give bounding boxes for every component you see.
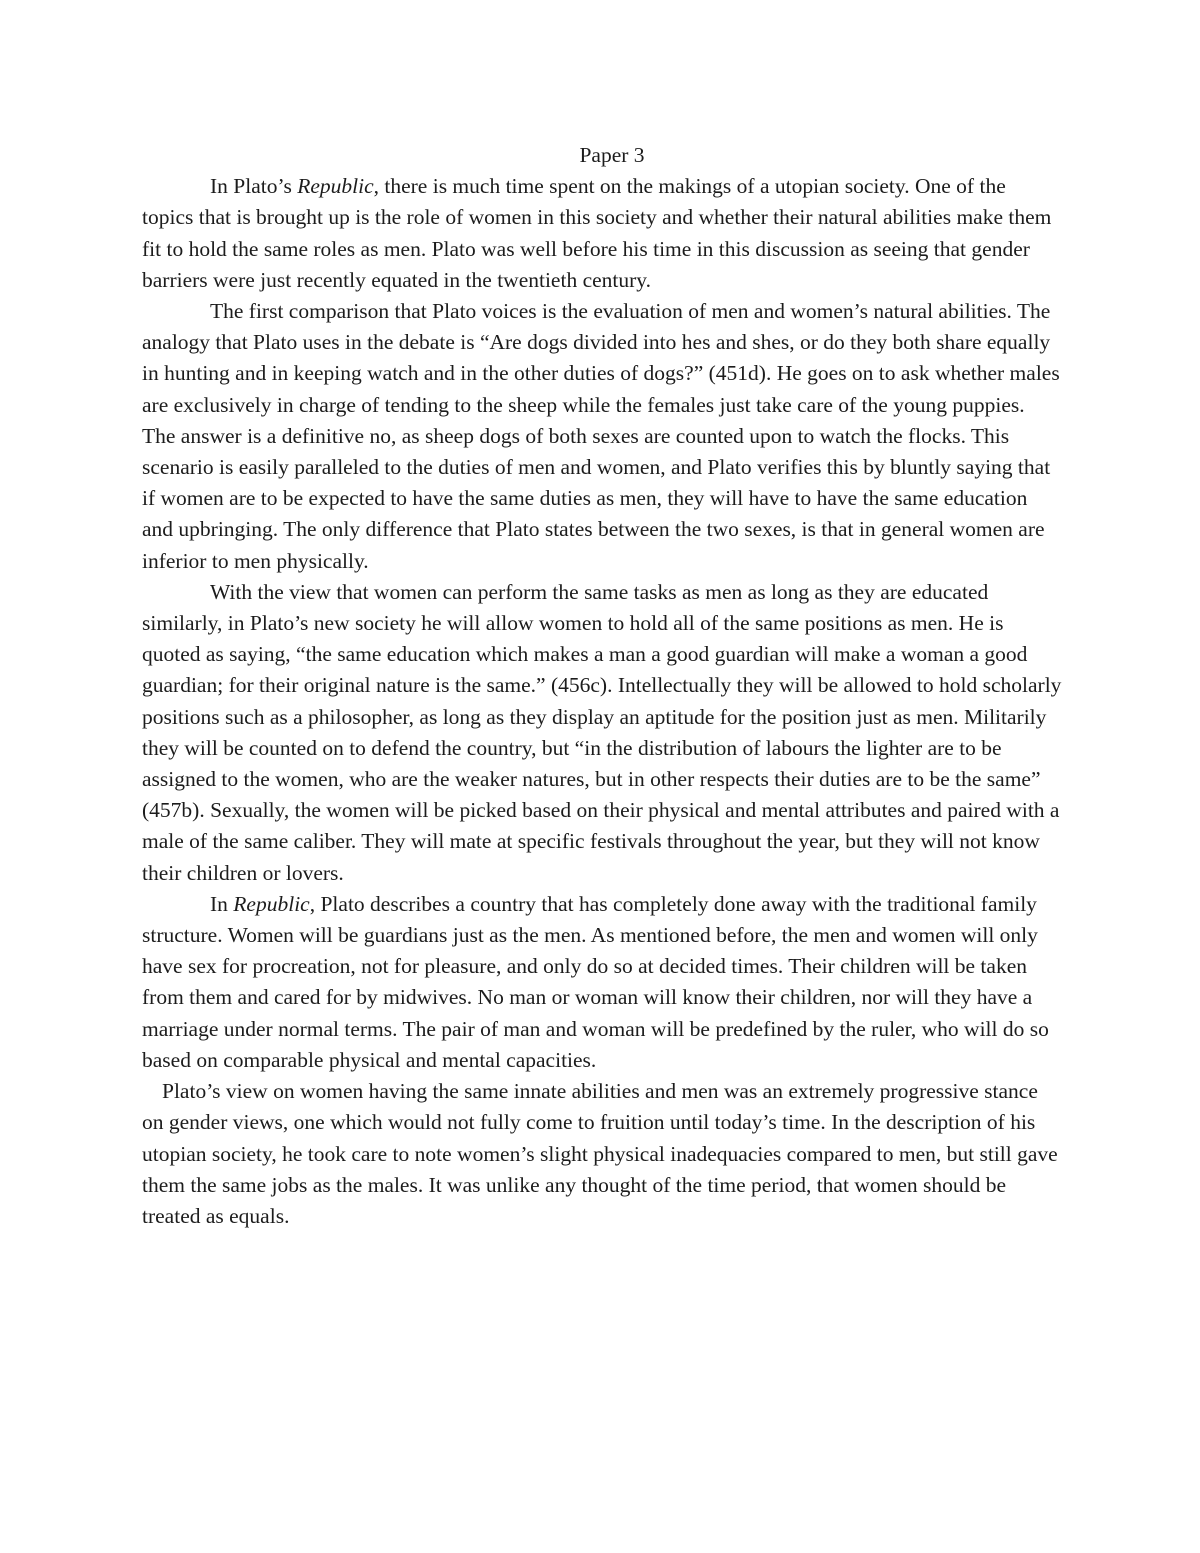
paragraph-1-book-title: Republic bbox=[297, 174, 374, 199]
paragraph-1-text-cont: , there is much time spent on the makings of a utopian society. One of the topics that is brought up is the role of women in this society and whether their natural abilities make them fit to hold the same roles as men. Plato was well before his time in this discussion as seeing that gender barriers were just recently equated in the twentieth century. bbox=[142, 174, 1052, 292]
document-body bbox=[142, 140, 1062, 1232]
paragraph-5 bbox=[142, 1076, 1062, 1232]
paragraph-4-text-cont: , Plato describes a country that has completely done away with the traditional family structure. Women will be guardians just as the men. As mentioned before, the men and women will only have sex for procreation, not for pleasure, and only do so at decided times. Their children will be taken from them and cared for by midwives. No man or woman will know their children, nor will they have a marriage under normal terms. The pair of man and woman will be predefined by the ruler, who will do so based on comparable physical and mental capacities. bbox=[142, 891, 1049, 1072]
paragraph-4-text: In bbox=[210, 891, 234, 916]
paragraph-2-text: The first comparison that Plato voices is the evaluation of men and women’s natural abilities. The analogy that Plato uses in the debate is “Are dogs divided into hes and shes, or do they both share equally in hunting and in keeping watch and in the other duties of dogs?” (451d). He goes on to ask whether males are exclusively in charge of tending to the sheep while the females just take care of the young puppies. The answer is a definitive no, as sheep dogs of both sexes are counted upon to watch the flocks. This scenario is easily paralleled to the duties of men and women, and Plato verifies this by bluntly saying that if women are to be expected to have the same duties as men, they will have to have the same education and upbringing. The only difference that Plato states between the two sexes, is that in general women are inferior to men physically. bbox=[142, 299, 1060, 573]
paragraph-3 bbox=[142, 577, 1062, 889]
document-title: Paper 3 bbox=[579, 143, 645, 167]
paragraph-4 bbox=[142, 889, 1062, 1076]
paragraph-2 bbox=[142, 296, 1062, 577]
paragraph-4-book-title: Republic bbox=[233, 891, 310, 916]
paragraph-3-text: With the view that women can perform the same tasks as men as long as they are educated similarly, in Plato’s new society he will allow women to hold all of the same positions as men. He is quoted as saying, “the same education which makes a man a good guardian will make a woman a good guardian; for their original nature is the same.” (456c). Intellectually they will be allowed to hold scholarly positions such as a philosopher, as long as they display an aptitude for the position just as men. Militarily they will be counted on to defend the country, but “in the distribution of labours the lighter are to be assigned to the women, who are the weaker natures, but in other respects their duties are to be the same” (457b). Sexually, the women will be picked based on their physical and mental attributes and paired with a male of the same caliber. They will mate at specific festivals throughout the year, but they will not know their children or lovers. bbox=[142, 579, 1062, 885]
paragraph-5-text: Plato’s view on women having the same innate abilities and men was an extremely progressive stance on gender views, one which would not fully come to fruition until today’s time. In the description of his utopian society, he took care to note women’s slight physical inadequacies compared to men, but still gave them the same jobs as the males. It was unlike any thought of the time period, that women should be treated as equals. bbox=[142, 1079, 1058, 1228]
paragraph-1-text: In Plato’s bbox=[210, 174, 298, 199]
paragraph-1 bbox=[142, 171, 1062, 296]
